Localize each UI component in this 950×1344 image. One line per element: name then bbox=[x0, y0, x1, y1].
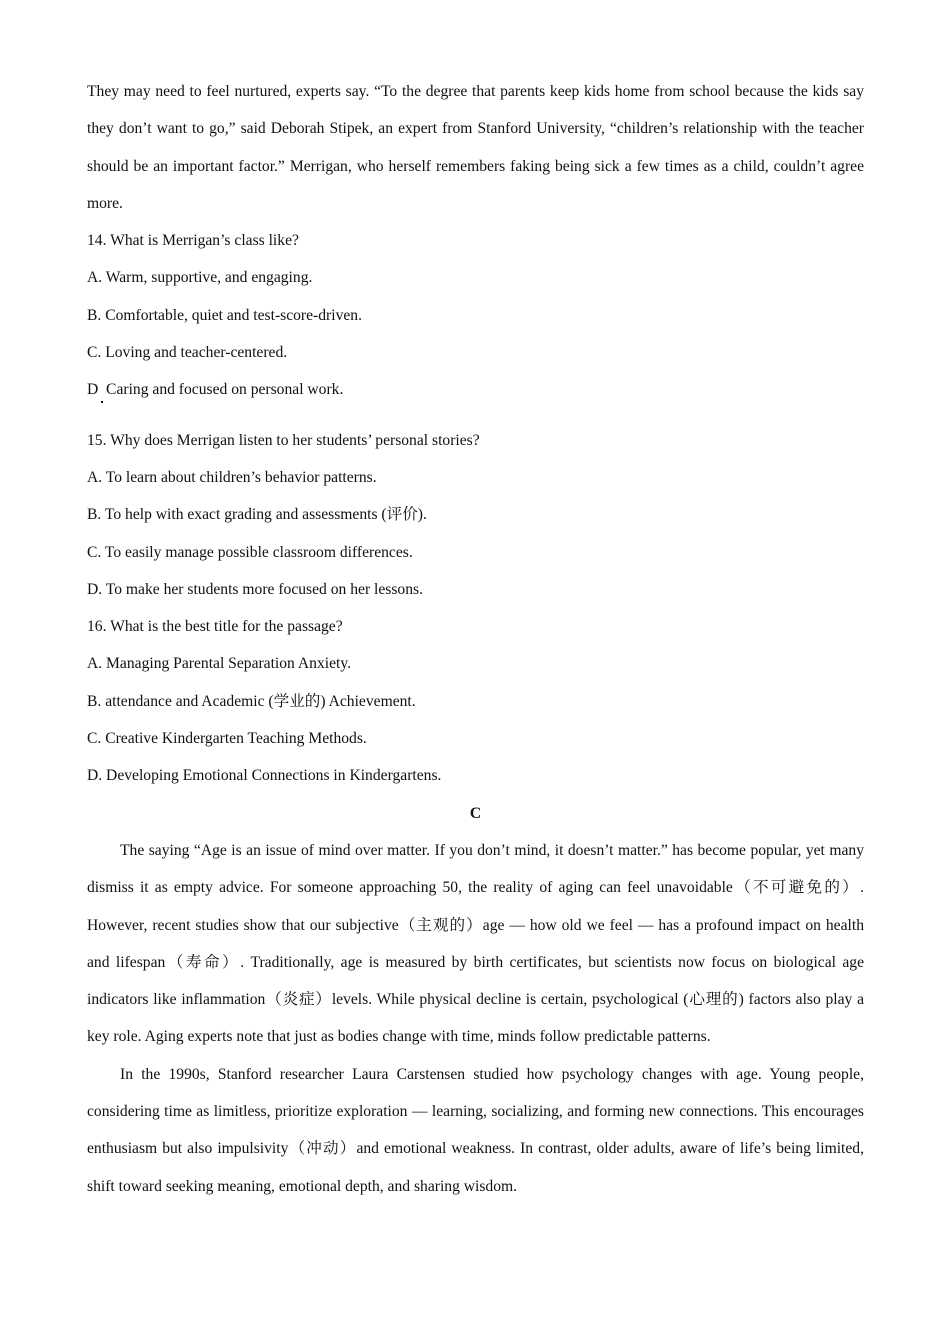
option-a: A. Warm, supportive, and engaging. bbox=[87, 269, 313, 287]
question-stem: 14. What is Merrigan’s class like? bbox=[87, 232, 299, 250]
option-c: C. To easily manage possible classroom differences. bbox=[87, 543, 413, 561]
section-heading: C bbox=[469, 804, 482, 822]
question-15 bbox=[87, 422, 864, 608]
option-d: D. To make her students more focused on her lessons. bbox=[87, 580, 423, 598]
option-c: C. Creative Kindergarten Teaching Methods. bbox=[87, 730, 367, 748]
document-page bbox=[87, 73, 864, 1205]
option-c: C. Loving and teacher-centered. bbox=[87, 344, 288, 362]
passage-paragraph: They may need to feel nurtured, experts say. “To the degree that parents keep kids home from school because the kids say they don’t want to go,” said Deborah Stipek, an expert from Stanford University, “children’s relationship with the teacher should be an important factor.” Merrigan, who herself remembers faking being sick a few times as a child, couldn’t agree more. bbox=[87, 83, 864, 212]
option-b: B. Comfortable, quiet and test-score-driven. bbox=[87, 306, 362, 324]
option-b: B. To help with exact grading and assessments (评价). bbox=[87, 506, 427, 524]
question-16 bbox=[87, 608, 864, 794]
question-stem: 15. Why does Merrigan listen to her students’ personal stories? bbox=[87, 431, 480, 449]
option-a: A. Managing Parental Separation Anxiety. bbox=[87, 655, 352, 673]
passage-paragraph: The saying “Age is an issue of mind over matter. If you don’t mind, it doesn’t matter.” has become popular, yet many dismiss it as empty advice. For someone approaching 50, the reality of aging can feel unavoidable（不可避免的）. However, recent studies show that our subjective（主观的）age — how old we feel — has a profound impact on health and lifespan（寿命）. Traditionally, age is measured by birth certificates, but scientists now focus on biological age indicators like inflammation（炎症）levels. While physical decline is certain, psychological (心理的) factors also play a key role. Aging experts note that just as bodies change with time, minds follow predictable patterns. bbox=[87, 841, 864, 1046]
option-b: B. attendance and Academic (学业的) Achievement. bbox=[87, 692, 416, 710]
passage-paragraph: In the 1990s, Stanford researcher Laura Carstensen studied how psychology changes with age. Young people, considering time as limitless, prioritize exploration — learning, socializing, and forming new connections. This encourages enthusiasm but also impulsivity（冲动）and emotional weakness. In contrast, older adults, aware of life’s being limited, shift toward seeking meaning, emotional depth, and sharing wisdom. bbox=[87, 1065, 864, 1195]
option-d: D. Developing Emotional Connections in Kindergartens. bbox=[87, 767, 442, 785]
option-d: D Caring and focused on personal work. bbox=[87, 371, 864, 408]
option-a: A. To learn about children’s behavior patterns. bbox=[87, 468, 377, 486]
question-14 bbox=[87, 222, 864, 408]
question-stem: 16. What is the best title for the passage? bbox=[87, 618, 343, 636]
